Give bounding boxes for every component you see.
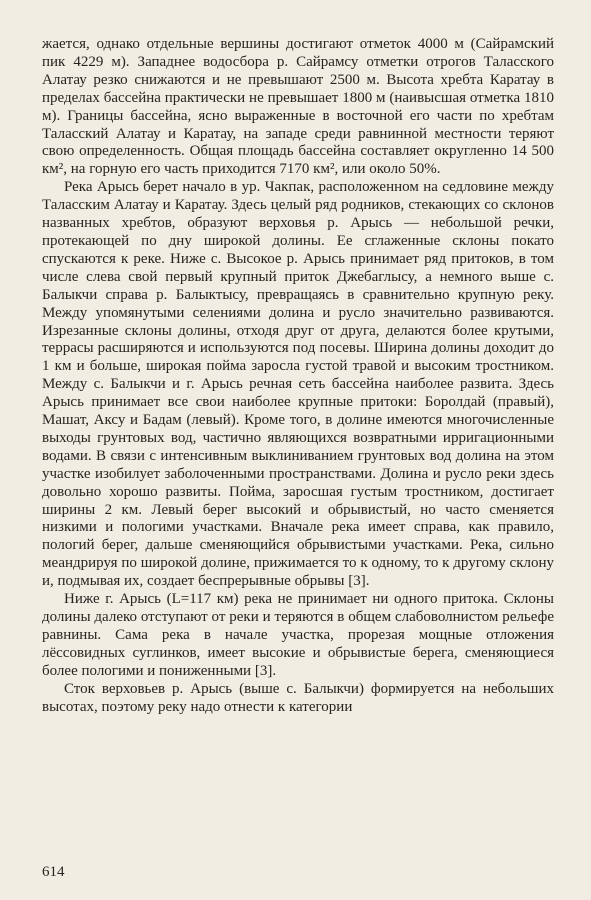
paragraph-continuation: жается, однако отдельные вершины достигают отметок 4000 м (Сайрамский пик 4229 м). Западнее водосбора р. Сайрамсу отметки отрогов Таласского Алатау резко снижаются и не превышают 2500 м. Высота хребта Каратау в пределах бассейна практически не превышает 1800 м (наивысшая отметка 1810 м). Границы бассейна, ясно выраженные в восточной его части по хребтам Таласский Алатау и Каратау, на западе среди равнинной местности теряют свою определенность. Общая площадь бассейна составляет округленно 14 500 км², на горную его часть приходится 7170 км², или около 50%. xyxy=(42,36,554,178)
body-text xyxy=(42,36,554,716)
paragraph-runoff: Сток верховьев р. Арысь (выше с. Балыкчи) формируется на небольших высотах, поэтому реку надо отнести к категории xyxy=(42,680,554,715)
paragraph-arys-source: Река Арысь берет начало в ур. Чакпак, расположенном на седловине между Таласским Алатау и Каратау. Здесь целый ряд родников, стекающих со склонов названных хребтов, образуют верховья р. Арысь — небольшой речки, протекающей по дну широкой долины. Ее сглаженные склоны покато спускаются к реке. Ниже с. Высокое р. Арысь принимает ряд притоков, в том числе слева свой первый крупный приток Джебаглысу, а немного выше с. Балыкчи справа р. Балыктысу, превращаясь в сравнительно крупную реку. Между упомянутыми селениями долина и русло значительно развиваются. Изрезанные склоны долины, отходя друг от друга, делаются более крутыми, террасы расширяются и используются под посевы. Ширина долины доходит до 1 км и больше, широкая пойма заросла густой травой и высоким тростником. Между с. Балыкчи и г. Арысь речная сеть бассейна наиболее развита. Здесь Арысь принимает все свои наиболее крупные притоки: Боролдай (правый), Машат, Аксу и Бадам (левый). Кроме того, в долине имеются многочисленные выходы грунтовых вод, частично являющихся возвратными ирригационными водами. В связи с интенсивным выклиниванием грунтовых вод долина на этом участке изобилует заболоченными пространствами. Долина и русло реки здесь довольно хорошо развиты. Пойма, заросшая густым тростником, достигает ширины 2 км. Левый берег высокий и обрывистый, но часто сменяется низкими и пологими участками. Вначале река имеет справа, как правило, пологий берег, дальше сменяющийся обрывистыми участками. Река, сильно меандрируя по широкой долине, прижимается то к одному, то к другому склону и, подмывая их, создает беспрерывные обрывы [3]. xyxy=(42,179,554,590)
page-number: 614 xyxy=(42,864,65,880)
paragraph-below-arys: Ниже г. Арысь (L=117 км) река не принимает ни одного притока. Склоны долины далеко отступают от реки и теряются в общем слабоволнистом рельефе равнины. Сама река в начале участка, прорезая мощные отложения лёссовидных суглинков, имеет высокие и обрывистые берега, сменяющиеся более пологими и пониженными [3]. xyxy=(42,591,554,679)
